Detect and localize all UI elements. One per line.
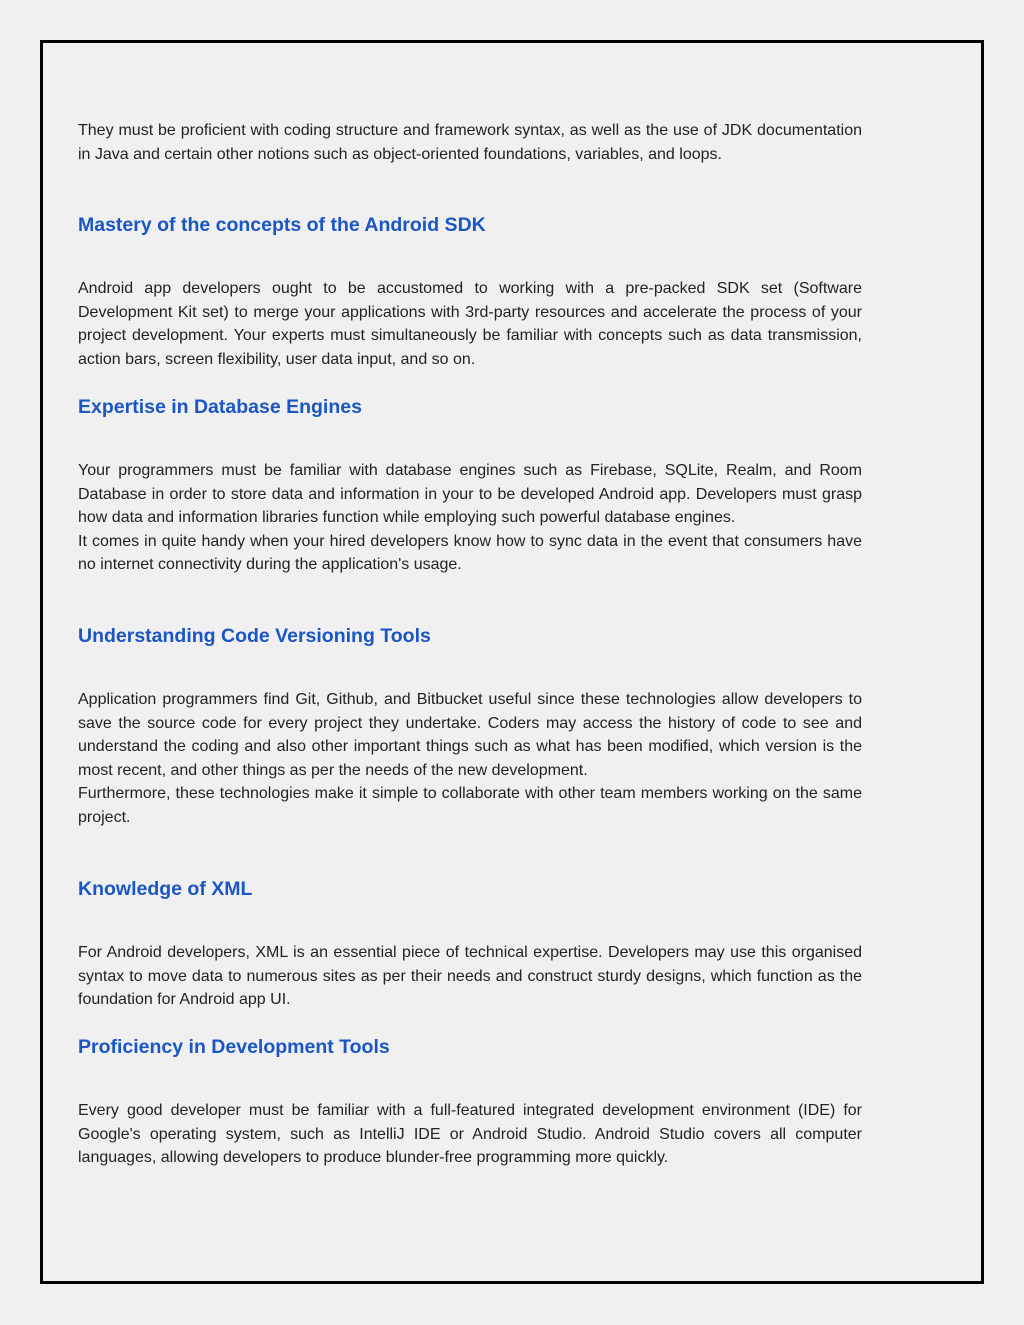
section-paragraph: Your programmers must be familiar with database engines such as Firebase, SQLite, Realm, and Room Database in order to store data and information in your to be developed Android app. Developers must grasp how data and information libraries function while employing such powerful database engines.: [78, 462, 862, 526]
section-development-tools-body: [78, 1099, 862, 1170]
section-paragraph: Android app developers ought to be accustomed to working with a pre-packed SDK set (Software Development Kit set) to merge your applications with 3rd-party resources and accelerate the process of your project development. Your experts must simultaneously be familiar with concepts such as data transmission, action bars, screen flexibility, user data input, and so on.: [78, 280, 862, 368]
section-heading: Understanding Code Versioning Tools: [78, 625, 431, 647]
section-paragraph: It comes in quite handy when your hired developers know how to sync data in the event that consumers have no internet connectivity during the application's usage.: [78, 532, 862, 573]
section-code-versioning-body: [78, 688, 862, 829]
section-heading: Mastery of the concepts of the Android SDK: [78, 214, 486, 236]
intro-paragraph: They must be proficient with coding structure and framework syntax, as well as the use of JDK documentation in Java and certain other notions such as object-oriented foundations, variables, and loops.: [78, 122, 862, 163]
section-xml: [78, 878, 862, 901]
section-paragraph: Application programmers find Git, Github, and Bitbucket useful since these technologies allow developers to save the source code for every project they undertake. Coders may access the history of code to see and understand the coding and also other important things such as what has been modified, which version is the most recent, and other things as per the needs of the new development.: [78, 691, 862, 779]
section-heading: Proficiency in Development Tools: [78, 1036, 390, 1058]
section-android-sdk: [78, 214, 862, 237]
section-database-engines: [78, 396, 862, 419]
section-development-tools: [78, 1036, 862, 1059]
section-database-engines-body: [78, 459, 862, 577]
section-paragraph: Furthermore, these technologies make it simple to collaborate with other team members working on the same project.: [78, 785, 862, 826]
section-paragraph: Every good developer must be familiar with a full-featured integrated development environment (IDE) for Google's operating system, such as IntelliJ IDE or Android Studio. Android Studio covers all computer languages, allowing developers to produce blunder-free programming more quickly.: [78, 1102, 862, 1166]
section-code-versioning: [78, 625, 862, 648]
section-heading: Expertise in Database Engines: [78, 396, 362, 418]
section-heading: Knowledge of XML: [78, 878, 253, 900]
section-paragraph: For Android developers, XML is an essential piece of technical expertise. Developers may use this organised syntax to move data to numerous sites as per their needs and construct sturdy designs, which function as the foundation for Android app UI.: [78, 944, 862, 1008]
section-xml-body: [78, 941, 862, 1012]
intro-section: [78, 119, 862, 166]
section-android-sdk-body: [78, 277, 862, 371]
